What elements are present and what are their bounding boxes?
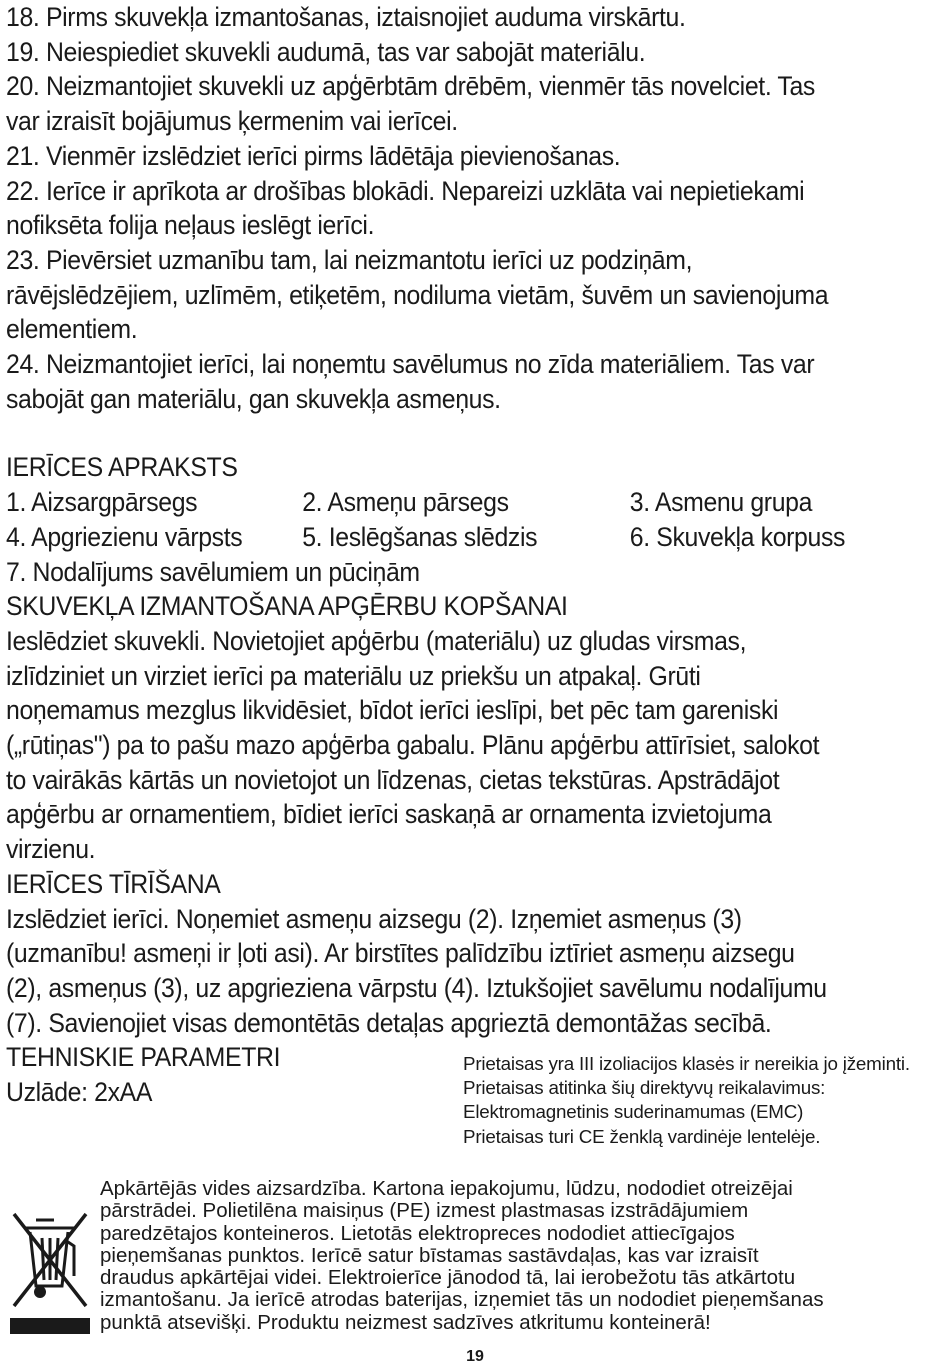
- environment-line: pieņemšanas punktos. Ierīcē satur bīstamas sastāvdaļas, kas var izraisīt: [100, 1243, 759, 1267]
- parts-row: [6, 555, 871, 590]
- part-label: 4. Apgriezienu vārpsts: [6, 521, 243, 552]
- safety-line: var izraisīt bojājumus ķermenim vai ierīcei.: [6, 106, 458, 137]
- safety-line: 20. Neizmantojiet skuvekli uz apģērbtām drēbēm, vienmēr tās novelciet. Tas: [6, 71, 815, 102]
- cleaning-line: (2), asmeņus (3), uz apgrieziena vārpstu (4). Iztukšojiet savēlumu nodalījumu: [6, 972, 827, 1003]
- usage-section: [6, 589, 871, 867]
- environment-line: izmantošanu. Ja ierīcē atrodas baterijas, izņemiet tās un nododiet pieņemšanas: [100, 1288, 824, 1312]
- environment-line: pārstrādei. Polietilēna maisiņus (PE) izmest plastmasas izstrādājumiem: [100, 1199, 749, 1223]
- safety-line: nofiksēta folija neļaus ieslēgt ierīci.: [6, 210, 375, 241]
- safety-line: sabojāt gan materiālu, gan skuvekļa asmeņus.: [6, 383, 501, 414]
- environment-line: punktā atsevišķi. Produktu neizmest sadzīves atkritumu konteinerā!: [100, 1310, 711, 1334]
- cleaning-line: (uzmanību! asmeņi ir ļoti asi). Ar birstītes palīdzību iztīriet asmeņu aizsegu: [6, 938, 795, 969]
- compliance-line: Elektromagnetinis suderinamumas (EMC): [463, 1101, 804, 1123]
- part-label: 7. Nodalījums savēlumiem un pūciņām: [6, 556, 420, 587]
- compliance-line: Prietaisas atitinka šių direktyvų reikalavimus:: [463, 1077, 826, 1099]
- part-label: 6. Skuvekļa korpuss: [629, 521, 846, 552]
- manual-page-content: [6, 0, 871, 1145]
- usage-line: to vairākās kārtās un novietojot un līdzenas, cietas tekstūras. Apstrādājot: [6, 764, 780, 795]
- tech-params: [6, 1040, 280, 1109]
- usage-line: Ieslēdziet skuvekli. Novietojiet apģērbu (materiālu) uz gludas virsmas,: [6, 625, 747, 656]
- part-label: 1. Aizsargpārsegs: [6, 487, 198, 518]
- safety-line: rāvējslēdzējiem, uzlīmēm, etiķetēm, nodiluma vietām, šuvēm un savienojuma: [6, 279, 829, 310]
- device-description: [6, 450, 871, 589]
- compliance-line: Prietaisas turi CE ženklą vardinėje lentelėje.: [463, 1125, 821, 1147]
- usage-line: izlīdziniet un virziet ierīci pa materiālu uz priekšu un atpakaļ. Grūti: [6, 660, 701, 691]
- environment-line: Apkārtējās vides aizsardzība. Kartona iepakojumu, lūdzu, nododiet otreizējai: [100, 1177, 793, 1200]
- part-label: 3. Asmenu grupa: [629, 487, 813, 518]
- safety-line: 21. Vienmēr izslēdziet ierīci pirms lādētāja pievienošanas.: [6, 140, 621, 171]
- section-heading-tech: TEHNISKIE PARAMETRI: [6, 1042, 281, 1073]
- safety-line: 24. Neizmantojiet ierīci, lai noņemtu savēlumus no zīda materiāliem. Tas var: [6, 349, 815, 380]
- usage-line: virzienu.: [6, 834, 96, 865]
- part-label: 5. Ieslēgšanas slēdzis: [302, 521, 538, 552]
- environment-line: paredzētajos konteineros. Lietotās elektropreces nododiet attiecīgajos: [100, 1221, 735, 1245]
- crossed-out-wheelie-bin-icon: [8, 1206, 92, 1336]
- section-heading-cleaning: IERĪCES TĪRĪŠANA: [6, 868, 221, 899]
- safety-line: 19. Neiespiediet skuvekli audumā, tas var sabojāt materiālu.: [6, 36, 646, 67]
- charge-spec: Uzlāde: 2xAA: [6, 1077, 153, 1108]
- usage-line: noņemamus mezglus likvidēsiet, bīdot ierīci ieslīpi, bet pēc tam gareniski: [6, 695, 779, 726]
- environment-notice: [100, 1178, 940, 1334]
- usage-line: apģērbu ar ornamentiem, bīdiet ierīci saskaņā ar ornamenta izvietojuma: [6, 799, 772, 830]
- section-heading-description: IERĪCES APRAKSTS: [6, 452, 238, 483]
- page-number: 19: [466, 1348, 484, 1365]
- section-heading-usage: SKUVEKĻA IZMANTOŠANA APĢĒRBU KOPŠANAI: [6, 591, 568, 622]
- usage-line: („rūtiņas") pa to pašu mazo apģērba gabalu. Plānu apģērbu attīrīsiet, salokot: [6, 730, 820, 761]
- cleaning-line: Izslēdziet ierīci. Noņemiet asmeņu aizsegu (2). Izņemiet asmeņus (3): [6, 903, 742, 934]
- part-label: 2. Asmeņu pārsegs: [302, 487, 509, 518]
- safety-line: 18. Pirms skuvekļa izmantošanas, iztaisnojiet auduma virskārtu.: [6, 2, 686, 32]
- parts-row: [6, 520, 871, 555]
- safety-instructions: [6, 0, 871, 416]
- compliance-line: Prietaisas yra III izoliacijos klasės ir nereikia jo įžeminti.: [463, 1053, 910, 1074]
- compliance-notes: [463, 1052, 910, 1149]
- environment-line: draudus apkārtējai videi. Elektroierīce jānodod tā, lai ierobežotu tās atkārtotu: [100, 1266, 796, 1290]
- cleaning-line: (7). Savienojiet visas demontētās detaļas apgrieztā demontāžas secībā.: [6, 1007, 772, 1038]
- safety-line: elementiem.: [6, 314, 138, 345]
- safety-line: 22. Ierīce ir aprīkota ar drošības blokādi. Nepareizi uzklāta vai nepietiekami: [6, 175, 805, 206]
- cleaning-section: [6, 867, 871, 1041]
- parts-row: [6, 485, 871, 520]
- safety-line: 23. Pievērsiet uzmanību tam, lai neizmantotu ierīci uz podziņām,: [6, 244, 693, 275]
